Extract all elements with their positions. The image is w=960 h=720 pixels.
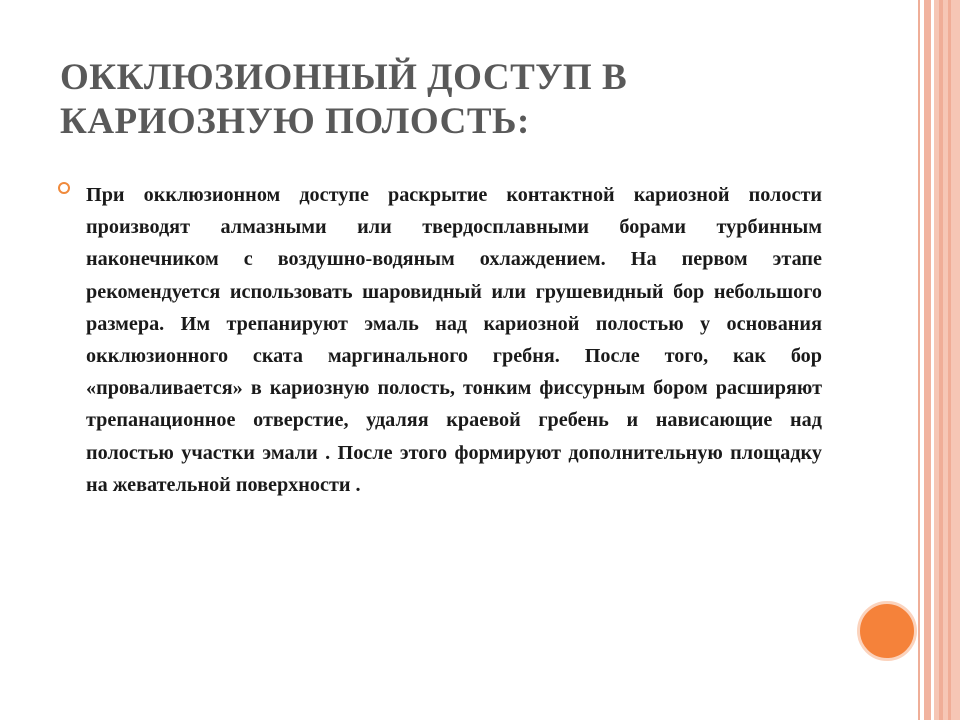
decorative-stripe xyxy=(918,0,920,720)
orange-circle-icon xyxy=(857,601,917,661)
ring-bullet-icon xyxy=(58,182,70,194)
decorative-stripe xyxy=(939,0,943,720)
bullet-item xyxy=(86,179,822,501)
decorative-stripe xyxy=(934,0,960,720)
bullet-text: При окклюзионном доступе раскрытие контактной кариозной полости производят алмазными или твердосплавными борами турбинным наконечником с воздушно-водяным охлаждением. На первом этапе рекомендуется использовать шаровидный или грушевидный бор небольшого размера. Им трепанируют эмаль над кариозной полостью у основания окклюзионного ската маргинального гребня. После того, как бор «проваливается» в кариозную полость, тонким фиссурным бором расширяют трепанационное отверстие, удаляя краевой гребень и нависающие над полостью участки эмали . После этого формируют дополнительную площадку на жевательной поверхности . xyxy=(86,184,822,496)
slide-title: ОККЛЮЗИОННЫЙ ДОСТУП В КАРИОЗНУЮ ПОЛОСТЬ: xyxy=(60,57,628,142)
decorative-stripe xyxy=(948,0,951,720)
decorative-stripe xyxy=(924,0,931,720)
